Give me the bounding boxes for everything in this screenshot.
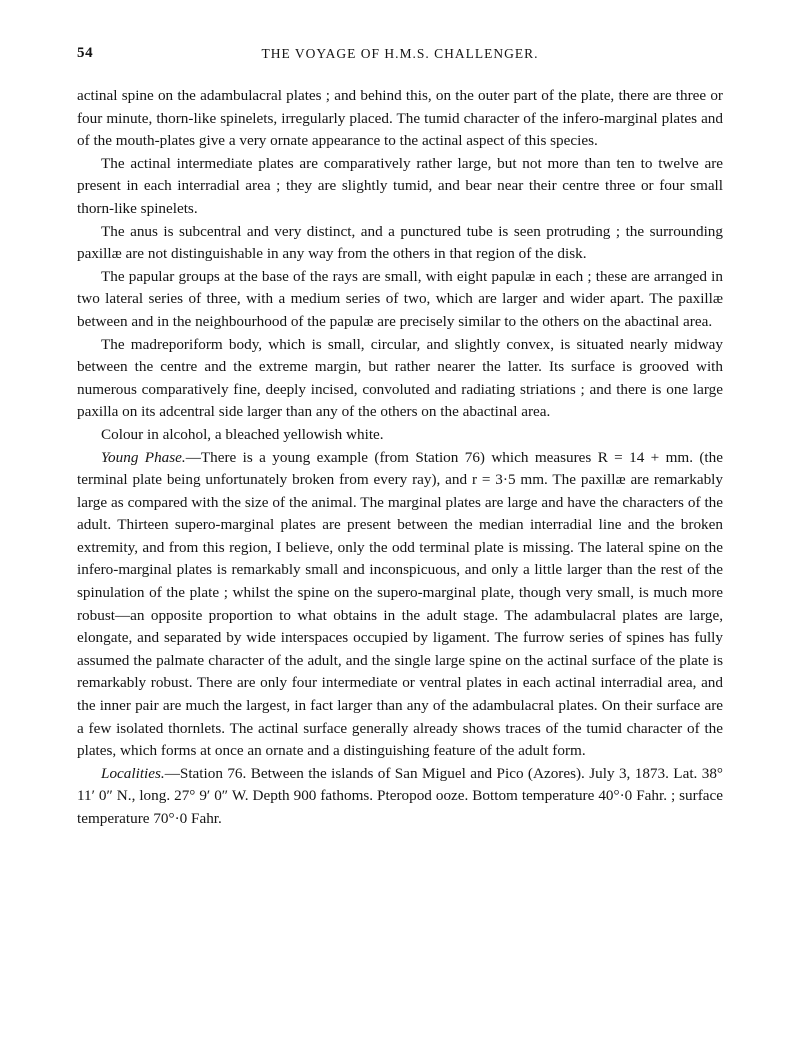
running-header <box>77 45 723 69</box>
book-page <box>77 45 723 831</box>
paragraph-actinal-spine: actinal spine on the adambulacral plates ; and behind this, on the outer part of the plate, there are three or four minute, thorn-like spinelets, irregularly placed. The tumid character of the infero-marginal plates and of the mouth-plates give a very ornate appearance to the actinal aspect of this species. <box>77 87 723 150</box>
paragraph-localities <box>77 763 723 831</box>
localities-heading: Localities. <box>101 764 165 782</box>
localities-text: —Station 76. Between the islands of San Miguel and Pico (Azores). July 3, 1873. Lat. 38° 11′ 0″ N., long. 27° 9′ 0″ W. Depth 900 fathoms. Pteropod ooze. Bottom temperature 40°·0 Fahr. ; surface temperature 70°·0 Fahr. <box>77 764 723 827</box>
young-phase-text: —There is a young example (from Station 76) which measures R = 14 + mm. (the terminal plate being unfortunately broken from every ray), and r = 3·5 mm. The paxillæ are remarkably large as compared with the size of the animal. The marginal plates are large and have the characters of the adult. Thirteen supero-marginal plates are present between the median interradial line and the broken extremity, and from this region, I believe, only the odd terminal plate is missing. The lateral spine on the infero-marginal plates is remarkably small and inconspicuous, and only a little larger than the rest of the spinulation of the plate ; whilst the spine on the supero-marginal plate, though very small, is much more robust—an opposite proportion to what obtains in the adult stage. The adambulacral plates are large, elongate, and separated by wide interspaces occupied by ligament. The furrow series of spines has fully assumed the palmate character of the adult, and the single large spine on the actinal surface of the plate is remarkably robust. There are only four intermediate or ventral plates in each actinal interradial area, and the inner pair are much the largest, in fact larger than any of the adambulacral plates. On their surface are a few isolated thornlets. The actinal surface generally already shows traces of the tumid character of the plates, which forms at once an ornate and a distinguishing feature of the adult form. <box>77 448 723 760</box>
paragraph-papular-groups: The papular groups at the base of the rays are small, with eight papulæ in each ; these are arranged in two lateral series of three, with a medium series of two, which are larger and wider apart. The paxillæ between and in the neighbourhood of the papulæ are precisely similar to the others on the abactinal area. <box>77 267 723 330</box>
paragraph-madreporiform-body: The madreporiform body, which is small, circular, and slightly convex, is situated nearly midway between the centre and the extreme margin, but rather nearer the latter. Its surface is grooved with numerous comparatively fine, deeply incised, convoluted and radiating striations ; and there is one large paxilla on its adcentral side larger than any of the others on the abactinal area. <box>77 335 723 421</box>
paragraph-intermediate-plates: The actinal intermediate plates are comparatively rather large, but not more than ten to twelve are present in each interradial area ; they are slightly tumid, and bear near their centre three or four small thorn-like spinelets. <box>77 154 723 217</box>
body-text <box>77 85 723 831</box>
paragraph-young-phase <box>77 447 723 763</box>
page-number: 54 <box>77 45 94 61</box>
paragraph-anus: The anus is subcentral and very distinct, and a punctured tube is seen protruding ; the surrounding paxillæ are not distinguishable in any way from the others in that region of the disk. <box>77 222 723 263</box>
running-title: THE VOYAGE OF H.M.S. CHALLENGER. <box>261 46 539 61</box>
paragraph-colour: Colour in alcohol, a bleached yellowish white. <box>101 425 384 443</box>
young-phase-heading: Young Phase. <box>101 448 186 466</box>
